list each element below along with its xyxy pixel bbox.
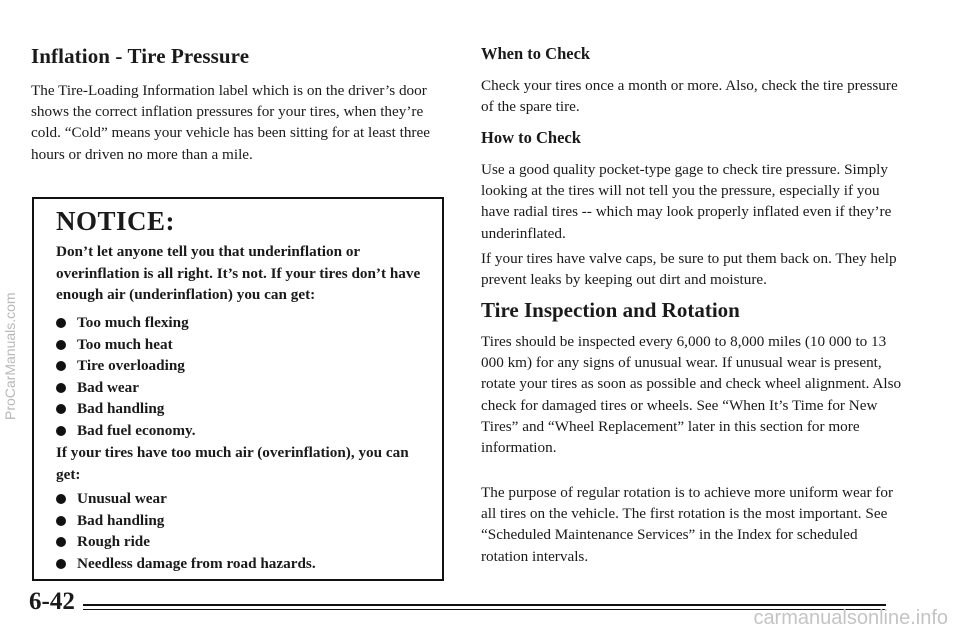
list-item: Bad wear xyxy=(56,377,196,399)
notice-overinflation-text: If your tires have too much air (overinflation), you can get: xyxy=(56,444,409,483)
tire-inspection-text: Tires should be inspected every 6,000 to 8,000 miles (10 000 to 13 000 km) for any signs of unusual wear. If unusual wear is present, rotate your tires as soon as possible and check wheel alignment. Also check for damaged tires or wheels. See “When It’s Time for New Tires” and “Wheel Replacement” later in this section for more information. xyxy=(481,333,902,457)
list-item: Too much heat xyxy=(56,334,196,356)
how-to-check-heading: How to Check xyxy=(481,128,581,147)
valve-caps-text: If your tires have valve caps, be sure to put them back on. They help prevent leaks by keeping out dirt and moisture. xyxy=(481,250,897,289)
inflation-intro-paragraph: The Tire-Loading Information label which is on the driver’s door shows the correct inflation pressures for your tires, when they’re cold. “Cold” means your vehicle has been sitting for at least three hours or driven no more than a mile. xyxy=(31,82,430,163)
bullet-icon xyxy=(56,318,66,328)
list-item: Bad fuel economy. xyxy=(56,420,196,442)
underinflation-effects-list xyxy=(56,312,196,441)
when-to-check-heading: When to Check xyxy=(481,44,591,63)
list-item: Rough ride xyxy=(56,531,316,553)
bullet-icon xyxy=(56,404,66,414)
bullet-icon xyxy=(56,361,66,371)
notice-box xyxy=(32,197,444,581)
footer-rule xyxy=(83,604,886,606)
how-to-check-text: Use a good quality pocket-type gage to check tire pressure. Simply looking at the tires will not tell you the pressure, especially if you have radial tires -- which may look properly inflated even if they’re underinflated. xyxy=(481,161,892,242)
bullet-icon xyxy=(56,426,66,436)
bullet-icon xyxy=(56,494,66,504)
page-number: 6-42 xyxy=(29,588,75,615)
bullet-icon xyxy=(56,383,66,393)
notice-title: NOTICE: xyxy=(56,206,176,236)
rotation-purpose-text: The purpose of regular rotation is to achieve more uniform wear for all tires on the vehicle. The first rotation is the most important. See “Scheduled Maintenance Services” in the Index for scheduled rotation intervals. xyxy=(481,484,894,565)
tire-inspection-heading: Tire Inspection and Rotation xyxy=(481,298,740,322)
side-watermark: ProCarManuals.com xyxy=(2,292,18,420)
bullet-icon xyxy=(56,340,66,350)
overinflation-effects-list xyxy=(56,488,316,574)
notice-underinflation-text: Don’t let anyone tell you that underinflation or overinflation is all right. It’s not. If your tires don’t have enough air (underinflation) you can get: xyxy=(56,243,421,303)
list-item: Bad handling xyxy=(56,398,196,420)
list-item: Unusual wear xyxy=(56,488,316,510)
list-item: Bad handling xyxy=(56,510,316,532)
bottom-watermark: carmanualsonline.info xyxy=(753,607,948,629)
when-to-check-text: Check your tires once a month or more. Also, check the tire pressure of the spare tire. xyxy=(481,77,898,116)
bullet-icon xyxy=(56,516,66,526)
list-item: Needless damage from road hazards. xyxy=(56,553,316,575)
list-item: Too much flexing xyxy=(56,312,196,334)
section-heading-inflation: Inflation - Tire Pressure xyxy=(31,44,250,68)
bullet-icon xyxy=(56,537,66,547)
list-item: Tire overloading xyxy=(56,355,196,377)
bullet-icon xyxy=(56,559,66,569)
